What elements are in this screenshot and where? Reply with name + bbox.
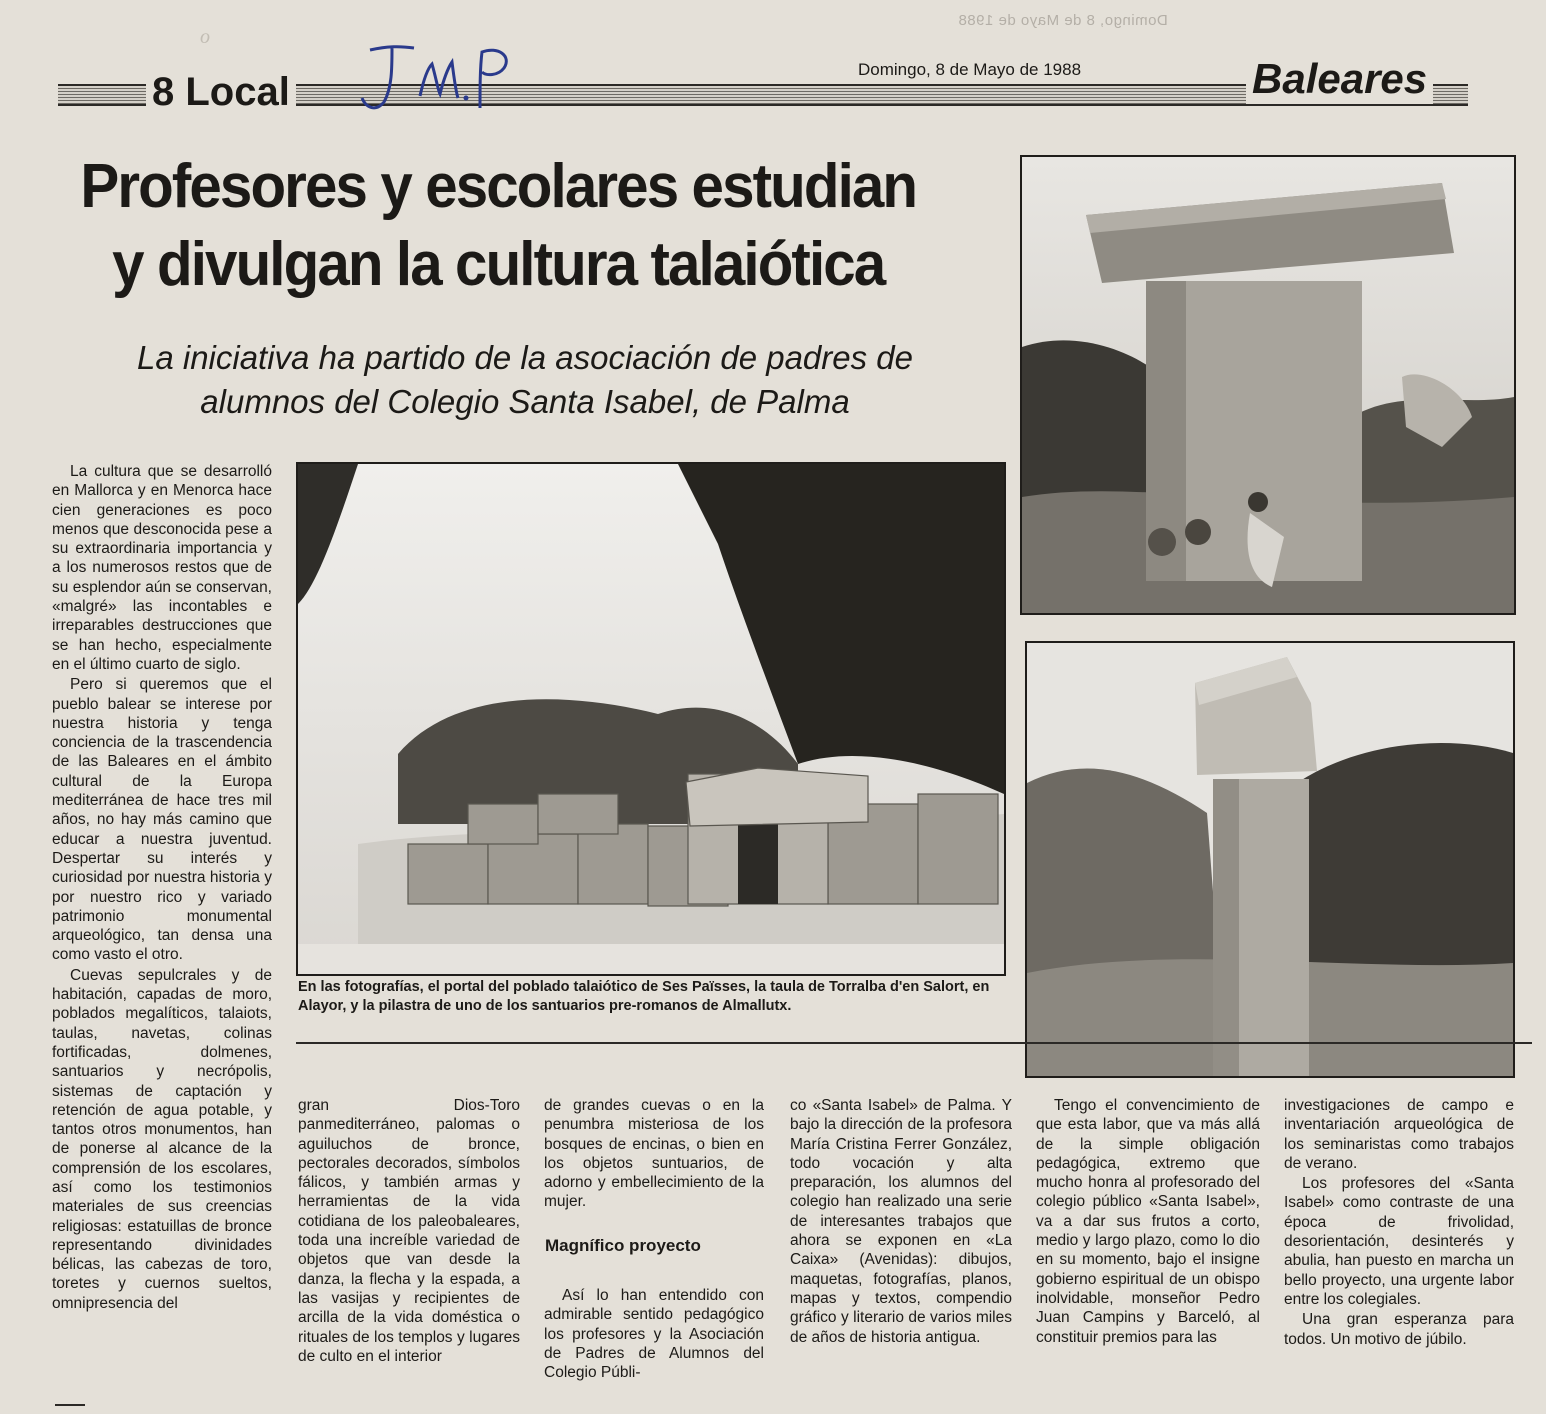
headline bbox=[40, 148, 957, 304]
col1-paragraph-2: Pero si queremos que el pueblo balear se interese por nuestra historia y tenga conciencia de la trascendencia de las Baleares en el ámbito cultural de la Europa mediterránea de hace tres mil años, no hay más camino que educar a nuestra juventud. Despertar su interés y curiosidad por nuestra historia y por nuestro rico y variado patrimonio monumental arqueológico, tan densa una como vasto el otro. bbox=[52, 676, 272, 964]
faint-pencil-mark: o bbox=[200, 26, 210, 48]
section-label: 8 Local bbox=[146, 68, 296, 116]
col1-paragraph-1: La cultura que se desarrolló en Mallorca y en Menorca hace cien generaciones es poco menos que desconocida pese a su extraordinaria importancia y a los numerosos restos que de su esplendor aún se conservan, «malgré» las incontables e irreparables destrucciones que se han hecho, especialmente en el último cuarto de siglo. bbox=[52, 463, 272, 673]
photo-caption: En las fotografías, el portal del poblado talaiótico de Ses Païsses, la taula de Torralba d'en Salort, en Alayor, y la pilastra de uno de los santuarios pre-romanos de Almallutx. bbox=[298, 979, 990, 1014]
column-3 bbox=[544, 1096, 764, 1212]
caption-rule bbox=[296, 1042, 1532, 1044]
col6-paragraph-2: Los profesores del «Santa Isabel» como contraste de una época de frivolidad, desorientación, desinterés y abulia, han puesto en marcha un bello proyecto, una urgente labor entre los colegiales. bbox=[1284, 1175, 1514, 1308]
subhead-line-1: La iniciativa ha partido de la asociación de padres de bbox=[136, 339, 913, 376]
photo-taula-torralba bbox=[1020, 155, 1516, 615]
col3-text-a: de grandes cuevas o en la penumbra misteriosa de los bosques de encinas, o bien en los objetos suntuarios, de adorno y embellecimiento de la mujer. bbox=[544, 1097, 764, 1211]
column-1 bbox=[52, 462, 272, 1313]
col6-paragraph-1: investigaciones de campo e inventariación arqueológica de los seminaristas como trabajos de verano. bbox=[1284, 1097, 1514, 1172]
headline-line-1: Profesores y escolares estudian bbox=[80, 152, 917, 221]
photo-portal-ses-paisses bbox=[296, 462, 1006, 976]
column-3-continued bbox=[544, 1286, 764, 1382]
subhead-line-2: alumnos del Colegio Santa Isabel, de Palma bbox=[200, 383, 850, 420]
col3-text-b: Así lo han entendido con admirable sentido pedagógico los profesores y la Asociación de Padres de Alumnos del Colegio Públi- bbox=[544, 1287, 764, 1382]
subhead bbox=[40, 336, 1010, 424]
col3-subheading: Magnífico proyecto bbox=[545, 1236, 701, 1255]
column-6 bbox=[1284, 1096, 1514, 1349]
column-5 bbox=[1036, 1096, 1260, 1347]
column-2 bbox=[298, 1096, 520, 1366]
handwritten-initials bbox=[348, 38, 518, 118]
column-4 bbox=[790, 1096, 1012, 1347]
col2-text: gran Dios-Toro panmediterráneo, palomas o aguiluchos de bronce, pectorales decorados, símbolos fálicos, y también armas y herramientas de la vida cotidiana de los paleobaleares, toda una increíble variedad de objetos que van desde la danza, la flecha y la espada, a las vasijas y recipientes de arcilla de la vida doméstica o rituales de los templos y lugares de culto en el interior bbox=[298, 1097, 520, 1365]
bottom-rule bbox=[55, 1404, 85, 1406]
col4-text: co «Santa Isabel» de Palma. Y bajo la dirección de la profesora María Cristina Ferrer González, todo vocación y alta preparación, los alumnos del colegio han realizado una serie de interesantes trabajos que ahora se exponen en «La Caixa» (Avenidas): dibujos, maquetas, fotografías, planos, mapas y textos, compendio gráfico y literario de varios miles de años de historia antigua. bbox=[790, 1097, 1012, 1346]
headline-line-2: y divulgan la cultura talaiótica bbox=[112, 230, 885, 299]
photo-pilastra-almallutx bbox=[1025, 641, 1515, 1078]
col5-text: Tengo el convencimiento de que esta labor, que va más allá de la simple obligación pedagógica, extremo que mucho honra al profesorado del colegio público «Santa Isabel», va a dar sus frutos a corto, medio y largo plazo, como lo dio en su momento, bajo el insigne gobierno espiritual de un obispo inolvidable, monseñor Pedro Juan Campins y Barceló, al constituir premios para las bbox=[1036, 1097, 1260, 1346]
dateline: Domingo, 8 de Mayo de 1988 bbox=[858, 60, 1082, 79]
region-label: Baleares bbox=[1246, 54, 1433, 104]
col6-paragraph-3: Una gran esperanza para todos. Un motivo de júbilo. bbox=[1284, 1311, 1514, 1348]
mirrored-bleed-through: Domingo, 8 de Mayo de 1988 bbox=[958, 12, 1168, 29]
col1-paragraph-3: Cuevas sepulcrales y de habitación, capadas de moro, poblados megalíticos, talaiots, taulas, navetas, colinas fortificadas, dolmenes, santuarios y necrópolis, sistemas de captación y retención de agua potable, y tantos otros monumentos, han de ponerse al alcance de la comprensión de los escolares, así como los testimonios materiales de sus creencias religiosas: estatuillas de bronce representando divinidades bélicas, las cabezas de toro, toretes y cuernos sueltos, omnipresencia del bbox=[52, 966, 272, 1312]
